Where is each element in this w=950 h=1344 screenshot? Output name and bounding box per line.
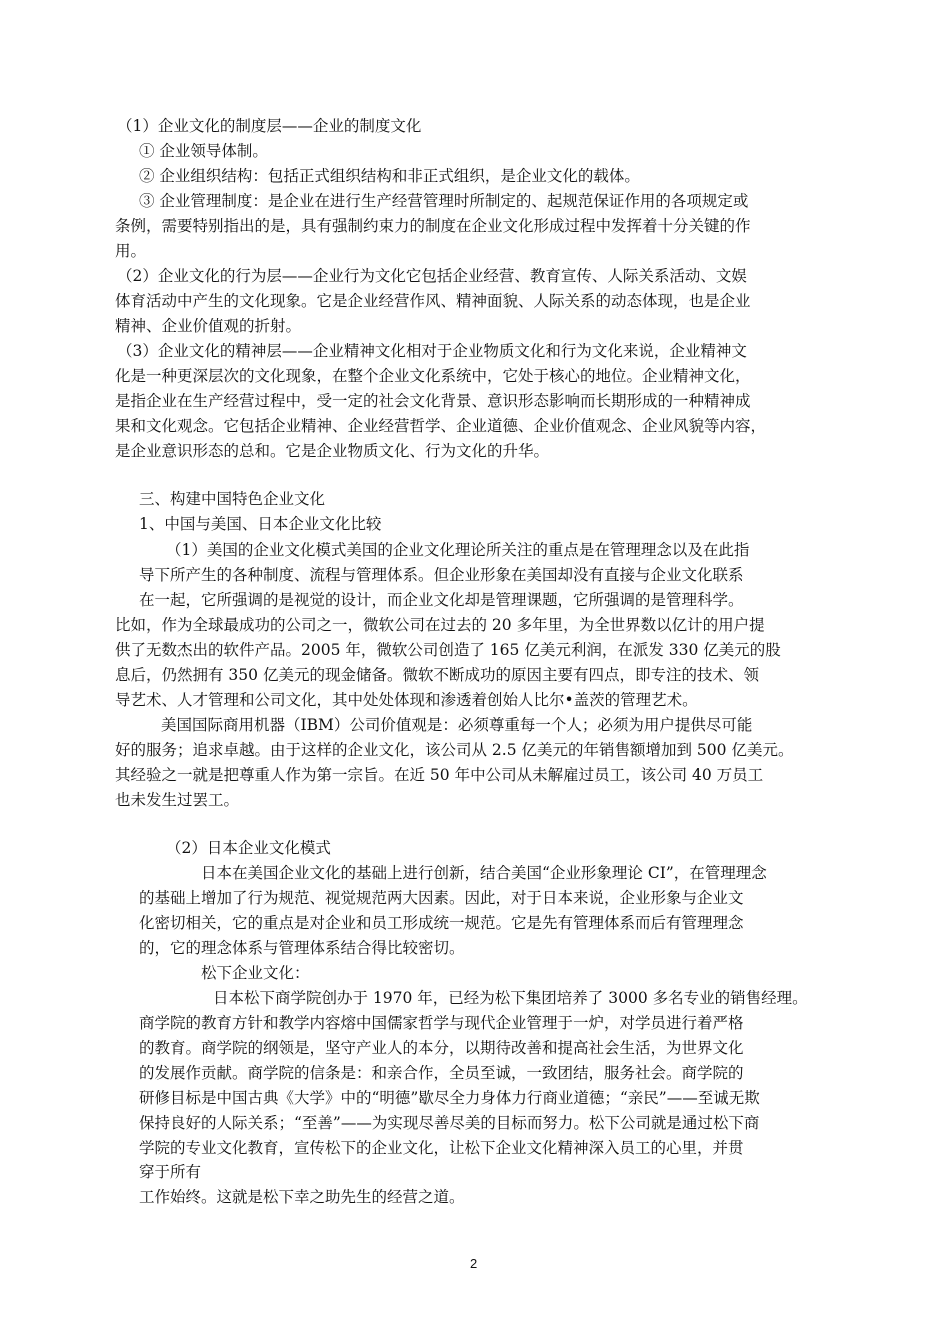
body-line: 在一起，它所强调的是视觉的设计，而企业文化却是管理课题，它所强调的是管理科学。 [139,591,744,609]
body-line: 商学院的教育方针和教学内容熔中国儒家哲学与现代企业管理于一炉，对学员进行着严格 [139,1014,744,1032]
body-line: 用。 [115,242,147,260]
list-item-structure: ② 企业组织结构：包括正式组织结构和非正式组织，是企业文化的载体。 [139,167,640,185]
body-line: 导艺术、人才管理和公司文化，其中处处体现和渗透着创始人比尔•盖茨的管理艺术。 [115,691,698,709]
body-line: 体育活动中产生的文化现象。它是企业经营作风、精神面貌、人际关系的动态体现，也是企业 [115,292,751,310]
body-line: 日本松下商学院创办于 1970 年，已经为松下集团培养了 3000 多名专业的销售经理。 [213,989,808,1007]
body-line: 保持良好的人际关系；“至善”——为实现尽善尽美的目标而努力。松下公司就是通过松下商 [139,1114,760,1132]
body-line: 研修目标是中国古典《大学》中的“明德”歇尽全力身体力行商业道德；“亲民”——至诚无欺 [139,1089,760,1107]
body-line: 息后，仍然拥有 350 亿美元的现金储备。微软不断成功的原因主要有四点，即专注的技术、领 [115,666,759,684]
subheading-japan-model: （2）日本企业文化模式 [166,839,331,857]
body-line: 的发展作贡献。商学院的信条是：和亲合作，全员至诚，一致团结，服务社会。商学院的 [139,1064,744,1082]
body-line: 化是一种更深层次的文化现象，在整个企业文化系统中，它处于核心的地位。企业精神文化， [115,367,751,385]
body-line: 的基础上增加了行为规范、视觉规范两大因素。因此，对于日本来说，企业形象与企业文 [139,889,744,907]
subheading-panasonic: 松下企业文化： [201,964,310,982]
section-heading-institutional-layer: （1）企业文化的制度层——企业的制度文化 [117,117,422,135]
body-line: 工作始终。这就是松下幸之助先生的经营之道。 [139,1188,465,1206]
list-item-leadership: ① 企业领导体制。 [139,142,268,160]
body-line: 其经验之一就是把尊重人作为第一宗旨。在近 50 年中公司从未解雇过员工，该公司 40 万员工 [115,766,764,784]
ibm-paragraph: 美国国际商用机器（IBM）公司价值观是：必须尊重每一个人；必须为用户提供尽可能 [161,716,753,734]
body-line: 日本在美国企业文化的基础上进行创新，结合美国“企业形象理论 CI”，在管理理念 [201,864,767,882]
body-line: 是企业意识形态的总和。它是企业物质文化、行为文化的升华。 [115,442,550,460]
chapter-heading: 三、构建中国特色企业文化 [139,490,326,508]
body-line: 的教育。商学院的纲领是，坚守产业人的本分，以期待改善和提高社会生活，为世界文化 [139,1039,744,1057]
body-line: 的，它的理念体系与管理体系结合得比较密切。 [139,939,465,957]
subheading-comparison: 1、中国与美国、日本企业文化比较 [139,515,382,533]
subheading-us-model: （1）美国的企业文化模式美国的企业文化理论所关注的重点是在管理理念以及在此指 [166,541,750,559]
body-line: 是指企业在生产经营过程中，受一定的社会文化背景、意识形态影响而长期形成的一种精神成 [115,392,751,410]
body-line: 好的服务；追求卓越。由于这样的企业文化，该公司从 2.5 亿美元的年销售额增加到 500 亿美元。 [115,741,794,759]
section-heading-spirit-layer: （3）企业文化的精神层——企业精神文化相对于企业物质文化和行为文化来说，企业精神文 [117,342,747,360]
body-line: 精神、企业价值观的折射。 [115,317,302,335]
body-line: 化密切相关，它的重点是对企业和员工形成统一规范。它是先有管理体系而后有管理理念 [139,914,744,932]
body-line: 果和文化观念。它包括企业精神、企业经营哲学、企业道德、企业价值观念、企业风貌等内容， [115,417,767,435]
body-line: 条例，需要特别指出的是，具有强制约束力的制度在企业文化形成过程中发挥着十分关键的作 [115,217,751,235]
body-line: 比如，作为全球最成功的公司之一，微软公司在过去的 20 多年里，为全世界数以亿计的用户提 [115,616,765,634]
body-line: 供了无数杰出的软件产品。2005 年，微软公司创造了 165 亿美元利润，在派发 330 亿美元的股 [115,641,781,659]
list-item-management-system: ③ 企业管理制度：是企业在进行生产经营管理时所制定的、起规范保证作用的各项规定或 [139,192,749,210]
body-line: 也未发生过罢工。 [115,791,240,809]
body-line: 穿于所有 [139,1163,202,1181]
section-heading-behavior-layer: （2）企业文化的行为层——企业行为文化它包括企业经营、教育宣传、人际关系活动、文娱 [117,267,747,285]
body-line: 导下所产生的各种制度、流程与管理体系。但企业形象在美国却没有直接与企业文化联系 [139,566,744,584]
page-number: 2 [470,1256,478,1271]
body-line: 学院的专业文化教育，宣传松下的企业文化，让松下企业文化精神深入员工的心里，并贯 [139,1139,744,1157]
